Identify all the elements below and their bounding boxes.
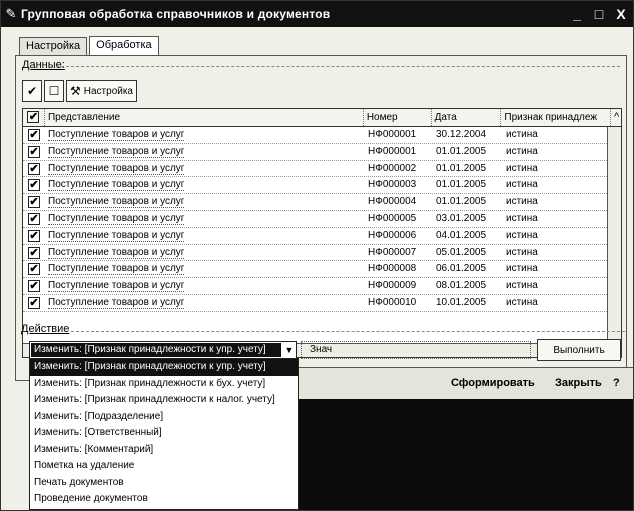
table-row[interactable] — [23, 228, 621, 245]
row-representation-text: Поступление товаров и услуг — [48, 162, 185, 174]
uncheck-all-icon: ☐ — [48, 84, 60, 98]
row-number[interactable]: НФ000006 — [368, 229, 417, 241]
row-checkbox-cell[interactable] — [23, 211, 45, 228]
table-row[interactable] — [23, 261, 621, 278]
check-all-button[interactable] — [22, 80, 42, 102]
dropdown-option[interactable]: Изменить: [Признак принадлежности к налог. учету] — [34, 394, 275, 405]
header-number[interactable]: Номер — [364, 109, 432, 126]
action-divider — [71, 331, 625, 332]
tab-processing[interactable]: Обработка — [89, 36, 158, 56]
row-representation-text: Поступление товаров и услуг — [48, 280, 185, 292]
window-title: Групповая обработка справочников и документов — [21, 7, 331, 21]
table-row[interactable] — [23, 161, 621, 178]
dropdown-option[interactable]: Изменить: [Подразделение] — [34, 410, 164, 422]
row-checkbox[interactable]: ✔ — [29, 296, 39, 309]
table-row[interactable] — [23, 177, 621, 194]
dropdown-option[interactable]: Изменить: [Ответственный] — [34, 427, 162, 438]
check-all-icon: ✔ — [26, 84, 38, 98]
row-flag[interactable]: истина — [506, 280, 538, 292]
row-number[interactable]: НФ000008 — [368, 263, 417, 275]
row-checkbox-cell[interactable] — [23, 295, 45, 312]
table-toolbar — [22, 80, 137, 102]
table-row[interactable] — [23, 194, 621, 211]
maximize-button[interactable]: □ — [594, 6, 604, 22]
row-flag[interactable]: истина — [506, 145, 538, 157]
group-divider — [56, 66, 620, 67]
action-select[interactable] — [29, 341, 297, 359]
table-settings-button[interactable] — [66, 80, 137, 102]
table-row[interactable] — [23, 127, 621, 144]
table-settings-label: Настройка — [83, 85, 133, 97]
row-date[interactable]: 03.01.2005 — [436, 212, 487, 224]
action-selected-value: Изменить: [Признак принадлежности к упр. учету] — [31, 343, 281, 357]
row-checkbox-cell[interactable] — [23, 245, 45, 262]
row-date[interactable]: 01.01.2005 — [436, 196, 487, 208]
table-row[interactable] — [23, 295, 621, 312]
row-checkbox-cell[interactable] — [23, 177, 45, 194]
help-button[interactable]: ? — [613, 377, 620, 389]
app-icon: ✎ — [5, 6, 17, 21]
row-checkbox[interactable]: ✔ — [29, 129, 39, 141]
sort-icon[interactable]: ^ — [614, 111, 620, 123]
tab-settings[interactable]: Настройка — [19, 37, 87, 55]
row-number[interactable]: НФ000002 — [368, 162, 417, 174]
header-representation[interactable]: Представление — [45, 109, 364, 126]
row-flag[interactable]: истина — [506, 229, 538, 241]
documents-table[interactable] — [22, 108, 622, 358]
row-representation[interactable] — [45, 228, 365, 245]
row-representation[interactable] — [45, 295, 365, 312]
row-representation[interactable] — [45, 127, 365, 144]
row-representation-text: Поступление товаров и услуг — [48, 145, 185, 157]
table-header — [23, 109, 621, 127]
dropdown-option[interactable]: Изменить: [Комментарий] — [34, 443, 154, 455]
row-representation-text: Поступление товаров и услуг — [48, 229, 185, 241]
dropdown-option[interactable]: Пометка на удаление — [34, 460, 135, 471]
close-form-button[interactable]: Закрыть — [555, 377, 602, 389]
title-bar[interactable] — [1, 1, 633, 27]
processing-panel — [15, 55, 627, 381]
row-number[interactable]: НФ000010 — [368, 296, 417, 308]
row-representation-text: Поступление товаров и услуг — [48, 246, 185, 258]
row-checkbox[interactable]: ✔ — [29, 246, 39, 259]
value-input[interactable]: Знач — [301, 341, 531, 359]
row-representation[interactable] — [45, 245, 365, 262]
row-date[interactable]: 01.01.2005 — [436, 145, 487, 157]
vertical-scrollbar[interactable] — [607, 127, 621, 341]
row-representation[interactable] — [45, 278, 365, 295]
row-checkbox[interactable]: ✔ — [29, 179, 39, 192]
dropdown-option[interactable]: Проведение документов — [34, 493, 148, 504]
row-number[interactable]: НФ000001 — [368, 145, 417, 157]
row-representation[interactable] — [45, 161, 365, 178]
table-body — [23, 127, 621, 312]
row-representation-text: Поступление товаров и услуг — [48, 212, 185, 224]
dropdown-option[interactable]: Изменить: [Признак принадлежности к бух. учету] — [34, 377, 266, 389]
row-checkbox[interactable]: ✔ — [29, 162, 39, 175]
dropdown-option[interactable]: Изменить: [Признак принадлежности к упр. учету] — [30, 359, 298, 376]
row-checkbox-cell[interactable] — [23, 261, 45, 278]
row-checkbox[interactable]: ✔ — [29, 196, 39, 209]
row-number[interactable]: НФ000004 — [368, 196, 417, 208]
table-row[interactable] — [23, 245, 621, 262]
row-number[interactable]: НФ000005 — [368, 212, 417, 224]
row-flag[interactable]: истина — [506, 162, 538, 174]
row-representation-text: Поступление товаров и услуг — [48, 179, 185, 191]
row-flag[interactable]: истина — [506, 296, 538, 308]
row-flag[interactable]: истина — [506, 263, 538, 275]
row-flag[interactable]: истина — [506, 246, 538, 258]
row-date[interactable]: 08.01.2005 — [436, 280, 487, 292]
minimize-button[interactable]: _ — [573, 6, 581, 22]
row-date[interactable]: 01.01.2005 — [436, 162, 487, 174]
row-representation-text: Поступление товаров и услуг — [48, 263, 185, 275]
row-date[interactable]: 10.01.2005 — [436, 296, 487, 308]
row-date[interactable]: 30.12.2004 — [436, 129, 487, 140]
action-label: Действие — [21, 323, 70, 335]
row-representation-text: Поступление товаров и услуг — [48, 196, 185, 208]
table-row[interactable] — [23, 278, 621, 295]
form-button[interactable]: Сформировать — [451, 377, 535, 389]
dropdown-option[interactable]: Печать документов — [34, 476, 124, 488]
wrench-icon: ⚒ — [70, 84, 81, 98]
row-number[interactable]: НФ000009 — [368, 280, 417, 292]
row-checkbox-cell[interactable] — [23, 144, 45, 161]
data-group-label: Данные: — [22, 59, 65, 71]
row-representation[interactable] — [45, 211, 365, 228]
header-flag[interactable]: Признак принадлеж — [501, 109, 611, 126]
row-checkbox[interactable]: ✔ — [29, 145, 39, 158]
row-representation[interactable] — [45, 194, 365, 211]
row-checkbox-cell[interactable] — [23, 127, 45, 144]
row-flag[interactable]: истина — [506, 212, 538, 224]
row-number[interactable]: НФ000003 — [368, 179, 417, 191]
row-checkbox[interactable]: ✔ — [29, 212, 39, 225]
close-button[interactable]: X — [616, 6, 626, 22]
row-checkbox[interactable]: ✔ — [29, 263, 39, 276]
row-checkbox[interactable]: ✔ — [29, 229, 39, 242]
row-date[interactable]: 06.01.2005 — [436, 263, 487, 275]
uncheck-all-button[interactable] — [44, 80, 64, 102]
row-flag[interactable]: истина — [506, 196, 538, 208]
action-dropdown-list[interactable] — [29, 358, 299, 510]
row-date[interactable]: 01.01.2005 — [436, 179, 487, 191]
row-flag[interactable]: истина — [506, 179, 538, 191]
header-checkbox[interactable]: ✔ — [28, 111, 39, 123]
chevron-down-icon[interactable]: ▼ — [284, 345, 294, 355]
row-representation[interactable] — [45, 144, 365, 161]
row-number[interactable]: НФ000001 — [368, 129, 417, 140]
row-representation[interactable] — [45, 177, 365, 194]
row-checkbox-cell[interactable] — [23, 278, 45, 295]
row-checkbox-cell[interactable] — [23, 161, 45, 178]
table-row[interactable] — [23, 211, 621, 228]
row-date[interactable]: 04.01.2005 — [436, 229, 487, 241]
header-date[interactable]: Дата — [432, 109, 502, 126]
table-row[interactable] — [23, 144, 621, 161]
row-representation[interactable] — [45, 261, 365, 278]
row-checkbox-cell[interactable] — [23, 228, 45, 245]
row-representation-text: Поступление товаров и услуг — [48, 296, 185, 308]
execute-button[interactable]: Выполнить — [537, 339, 621, 361]
row-representation-text: Поступление товаров и услуг — [48, 129, 185, 140]
row-number[interactable]: НФ000007 — [368, 246, 417, 258]
header-check[interactable] — [23, 109, 45, 126]
background-area — [299, 399, 633, 510]
row-date[interactable]: 05.01.2005 — [436, 246, 487, 258]
tab-strip — [19, 35, 161, 55]
row-flag[interactable]: истина — [506, 129, 538, 140]
row-checkbox-cell[interactable] — [23, 194, 45, 211]
row-checkbox[interactable]: ✔ — [29, 280, 39, 293]
